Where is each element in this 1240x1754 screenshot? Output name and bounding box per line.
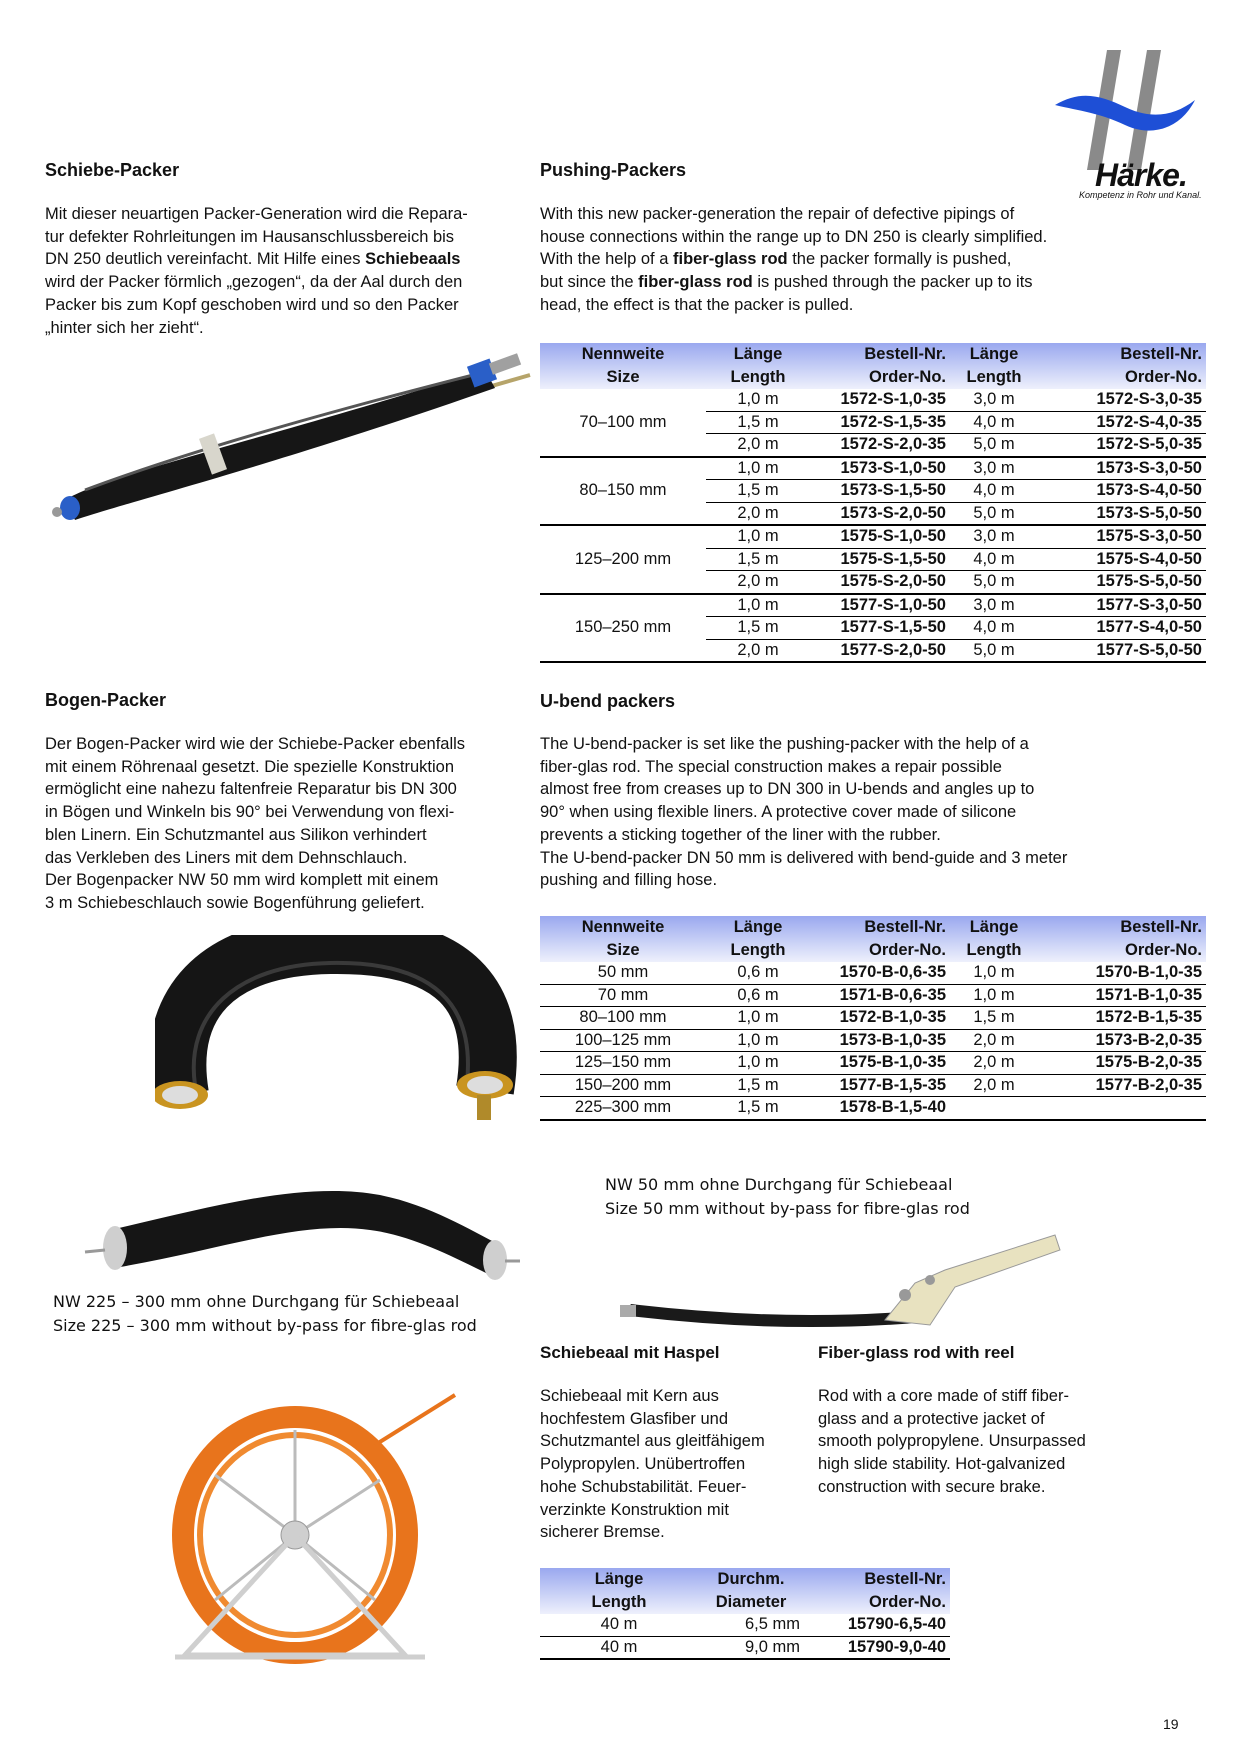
nw225-packer-image	[80, 1175, 520, 1285]
col-length-header: Länge Length	[540, 1568, 698, 1614]
u-bend-packers-title: U-bend packers	[540, 691, 676, 711]
pushing-packers-title: Pushing-Packers	[540, 160, 687, 180]
harke-logo	[1055, 45, 1205, 205]
table-row: 40 m 6,5 mm 15790-6,5-40	[540, 1614, 950, 1636]
col-order-header: Bestell-Nr. Order-No.	[810, 916, 950, 962]
col-diameter-header: Durchm. Diameter	[698, 1568, 804, 1614]
size-cell: 125–200 mm	[540, 525, 706, 594]
size-cell: 80–150 mm	[540, 457, 706, 526]
schiebe-packer-title: Schiebe-Packer	[45, 160, 180, 180]
u-bend-packers-table	[540, 916, 1206, 1121]
table-row: 2,0 m 1577-S-2,0-50 5,0 m 1577-S-5,0-50	[540, 639, 1206, 662]
size-cell: 70–100 mm	[540, 389, 706, 457]
table-row: 2,0 m 1573-S-2,0-50 5,0 m 1573-S-5,0-50	[540, 502, 1206, 525]
table-row: 70 mm 0,6 m 1571-B-0,6-35 1,0 m 1571-B-1,0-35	[540, 984, 1206, 1007]
nw225-caption: NW 225 – 300 mm ohne Durchgang für Schiebeaal Size 225 – 300 mm without by-pass for fibre-glas rod	[53, 1292, 477, 1335]
pushing-packers-table	[540, 343, 1206, 663]
table-row: 150–200 mm 1,5 m 1577-B-1,5-35 2,0 m 1577-B-2,0-35	[540, 1074, 1206, 1097]
table-row: 50 mm 0,6 m 1570-B-0,6-35 1,0 m 1570-B-1,0-35	[540, 962, 1206, 984]
table-row: 40 m 9,0 mm 15790-9,0-40	[540, 1636, 950, 1659]
col-length-header: Länge Length	[706, 343, 810, 389]
col-order-header: Bestell-Nr. Order-No.	[810, 343, 950, 389]
u-bend-packers-text: The U-bend-packer is set like the pushing-packer with the help of a fiber-glas rod. The special construction makes a repair possible almost free from creases up to DN 300 in U-bends and angles up to 90° when using flexible liners. A protective cover made of silicone prevents a sticking together of the liner with the rubber. The U-bend-packer DN 50 mm is delivered with bend-guide and 3 meter pushing and filling hose.	[540, 735, 1068, 890]
table-row: 1,5 m 1572-S-1,5-35 4,0 m 1572-S-4,0-35	[540, 411, 1206, 434]
table-row: 1,5 m 1573-S-1,5-50 4,0 m 1573-S-4,0-50	[540, 480, 1206, 503]
fiber-glass-rod-table	[540, 1568, 950, 1660]
pushing-packers-text: With this new packer-generation the repair of defective pipings of house connections within the range up to DN 250 is clearly simplified. With the help of a fiber-glass rod the packer formally is pushed, but since the fiber-glass rod is pushed through the packer up to its head, the effect is that the packer is pulled.	[540, 205, 1048, 314]
table-row: 80–100 mm 1,0 m 1572-B-1,0-35 1,5 m 1572-B-1,5-35	[540, 1007, 1206, 1030]
schiebeaal-text: Schiebeaal mit Kern aus hochfestem Glasfiber und Schutzmantel aus gleitfähigem Polypropylen. Unübertroffen hohe Schubstabilität. Feuer- verzinkte Konstruktion mit sicherer Bremse.	[540, 1387, 765, 1542]
col-size-header: Nennweite Size	[540, 343, 706, 389]
col-size-header: Nennweite Size	[540, 916, 706, 962]
table-row: 225–300 mm 1,5 m 1578-B-1,5-40	[540, 1097, 1206, 1120]
col-length2-header: Länge Length	[950, 343, 1038, 389]
col-length-header: Länge Length	[706, 916, 810, 962]
logo-brand: Härke.	[1095, 157, 1187, 193]
schiebeaal-title: Schiebeaal mit Haspel	[540, 1343, 720, 1362]
table-row: 2,0 m 1575-S-2,0-50 5,0 m 1575-S-5,0-50	[540, 571, 1206, 594]
table-row: 125–150 mm 1,0 m 1575-B-1,0-35 2,0 m 1575-B-2,0-35	[540, 1052, 1206, 1075]
col-order2-header: Bestell-Nr. Order-No.	[1038, 343, 1206, 389]
schiebe-packer-text: Mit dieser neuartigen Packer-Generation wird die Repara- tur defekter Rohrleitungen im Hausanschlussbereich bis DN 250 deutlich vereinfacht. Mit Hilfe eines Schiebeaals wird der Packer förmlich „gezogen“, da der Aal durch den Packer bis zum Kopf geschoben wird und so den Packer „hinter sich her zieht“.	[45, 205, 468, 337]
page-number: 19	[1163, 1716, 1179, 1732]
table-row: 125–200 mm 1,0 m 1575-S-1,0-50 3,0 m 1575-S-3,0-50	[540, 525, 1206, 548]
col-order2-header: Bestell-Nr. Order-No.	[1038, 916, 1206, 962]
table-row: 100–125 mm 1,0 m 1573-B-1,0-35 2,0 m 1573-B-2,0-35	[540, 1029, 1206, 1052]
table-row: 2,0 m 1572-S-2,0-35 5,0 m 1572-S-5,0-35	[540, 434, 1206, 457]
table-row: 1,5 m 1575-S-1,5-50 4,0 m 1575-S-4,0-50	[540, 548, 1206, 571]
fiber-glass-rod-text: Rod with a core made of stiff fiber- glass and a protective jacket of smooth polypropylene. Unsurpassed high slide stability. Hot-galvanized construction with secure brake.	[818, 1387, 1086, 1496]
fiber-glass-rod-title: Fiber-glass rod with reel	[818, 1343, 1015, 1362]
table-row: 150–250 mm 1,0 m 1577-S-1,0-50 3,0 m 1577-S-3,0-50	[540, 594, 1206, 617]
bogen-packer-title: Bogen-Packer	[45, 690, 167, 710]
u-bend-packer-image	[155, 935, 520, 1130]
table-row: 70–100 mm 1,0 m 1572-S-1,0-35 3,0 m 1572-S-3,0-35	[540, 389, 1206, 411]
size-cell: 150–250 mm	[540, 594, 706, 663]
table-row: 1,5 m 1577-S-1,5-50 4,0 m 1577-S-4,0-50	[540, 617, 1206, 640]
bogen-packer-text: Der Bogen-Packer wird wie der Schiebe-Packer ebenfalls mit einem Röhrenaal gesetzt. Die spezielle Konstruktion ermöglicht eine nahezu faltenfreie Reparatur bis DN 300 in Bögen und Winkeln bis 90° bei Verwendung von flexi- blen Linern. Ein Schutzmantel aus Silikon verhindert das Verkleben des Liners mit dem Dehnschlauch. Der Bogenpacker NW 50 mm wird komplett mit einem 3 m Schiebeschlauch sowie Bogenführung geliefert.	[45, 735, 466, 912]
table-row: 80–150 mm 1,0 m 1573-S-1,0-50 3,0 m 1573-S-3,0-50	[540, 457, 1206, 480]
logo-tagline: Kompetenz in Rohr und Kanal.	[1079, 190, 1202, 200]
col-order-header: Bestell-Nr. Order-No.	[804, 1568, 950, 1614]
rod-reel-image	[155, 1385, 460, 1670]
nw50-caption: NW 50 mm ohne Durchgang für Schiebeaal Size 50 mm without by-pass for fibre-glas rod	[605, 1175, 970, 1218]
col-length2-header: Länge Length	[950, 916, 1038, 962]
pushing-packer-image	[45, 350, 535, 530]
nw50-packer-image	[615, 1225, 1065, 1335]
